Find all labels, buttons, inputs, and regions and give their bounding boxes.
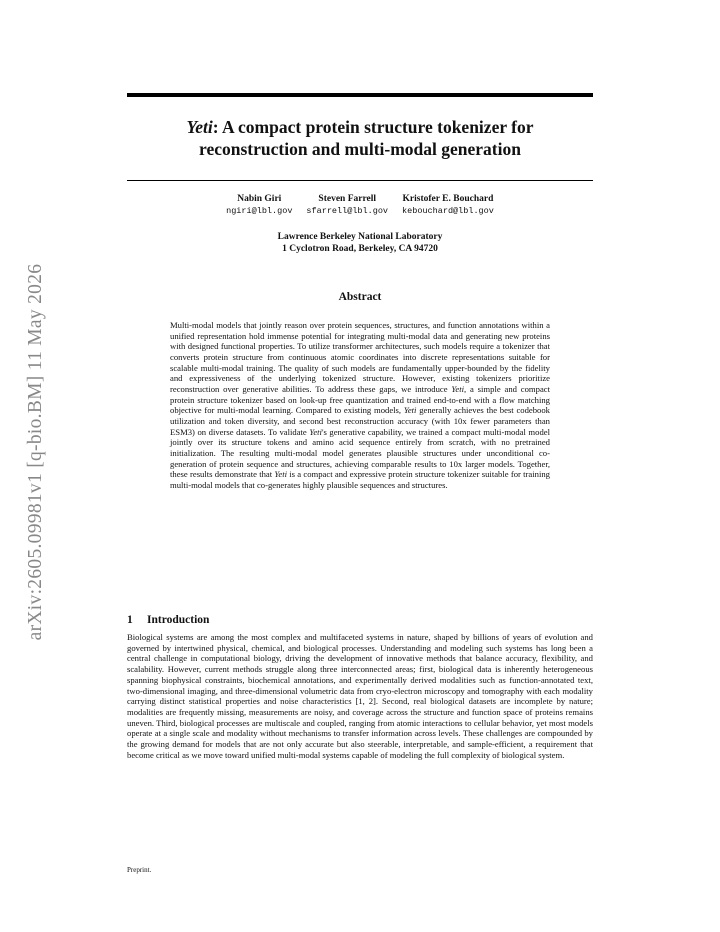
section-number: 1 <box>127 614 133 626</box>
abstract-text: , a simple and compact protein structure tokenizer based on look-up free quantization and trained end-to-end with a flow matching objective for multi-modal learning. Compared to existing models, <box>170 383 551 416</box>
abstract-heading: Abstract <box>338 291 382 303</box>
title-line-2: reconstruction and multi-modal generation <box>199 139 521 159</box>
title-top-rule <box>127 93 593 97</box>
author-list <box>127 193 593 217</box>
footer-note: Preprint. <box>127 866 152 874</box>
arxiv-identifier: arXiv:2605.09981v1 [q-bio.BM] 11 May 2026 <box>25 263 46 641</box>
abstract-paragraph <box>170 320 550 491</box>
abstract-emphasis: Yeti <box>403 405 417 416</box>
section-title: Introduction <box>147 614 210 626</box>
introduction-paragraph: Biological systems are among the most complex and multifaceted systems in nature, shaped by billions of years of evolution and governed by intertwined physical, chemical, and biological processes. Understanding and modeling such systems has long been a central challenge in computational biology, driving the development of innovative methods that balance accuracy, flexibility, and scalability. However, current methods struggle along three interconnected areas; first, biological data is inherently heterogeneous spanning biophysical constraints, biochemical annotations, and experimentally derived modalities such as function-annotated text, two-dimensional imaging, and three-dimensional volumetric data from cryo-electron microscopy and tomography with each modality carrying distinct statistical properties and noise characteristics [1, 2]. Second, real biological datasets are incomplete by nature; modalities are frequently missing, measurements are noisy, and coverage across the structure and function space of proteins remains uneven. Third, biological processes are multiscale and coupled, ranging from atomic interactions to cellular behavior, yet most models operate at a single scale and modality without mechanisms to transfer information across levels. These challenges are compounded by the growing demand for models that are not only accurate but also steerable, interpretable, and sample-efficient, a requirement that become critical as we move toward unified multi-modal systems capable of modeling the full complexity of biological system. <box>127 632 593 760</box>
author-name: Kristofer E. Bouchard <box>402 194 494 204</box>
section-body <box>127 632 593 760</box>
author-email: kebouchard@lbl.gov <box>402 206 494 216</box>
title-bottom-rule <box>127 180 593 181</box>
paper-title <box>127 116 593 160</box>
affiliation-line-1: Lawrence Berkeley National Laboratory <box>277 232 443 242</box>
author-block <box>402 193 494 217</box>
title-rest: : A compact protein structure tokenizer for <box>212 117 534 137</box>
title-emphasis: Yeti <box>186 117 213 137</box>
author-name: Nabin Giri <box>237 194 282 204</box>
author-email: sfarrell@lbl.gov <box>306 206 389 216</box>
abstract-emphasis: Yeti <box>309 426 322 437</box>
section-heading <box>127 614 209 626</box>
affiliation-line-2: 1 Cyclotron Road, Berkeley, CA 94720 <box>282 244 438 254</box>
abstract-text: generally achieves the best codebook utilization and token diversity, and second best reconstruction accuracy (with 10x fewer parameters than ESM3) on diverse datasets. To validate <box>170 405 550 437</box>
author-block <box>226 193 292 217</box>
title-line-1 <box>127 116 593 138</box>
abstract-text: Multi-modal models that jointly reason over protein sequences, structures, and function annotations within a unified representation hold immense potential for integrating multi-modal data and generating new proteins with designed functional properties. To utilize transformer architectures, such models require a tokenizer that converts protein structure from continuous atomic coordinates into discrete representations suitable for scalable multi-modal training. The quality of such models are fundamentally upper-bounded by the fidelity and expressiveness of the underlying tokenized structure. However, existing tokenizers prioritize reconstruction over generative abilities. To address these gaps, we introduce <box>170 320 550 394</box>
abstract-body <box>170 320 550 491</box>
author-name: Steven Farrell <box>318 194 377 204</box>
author-email: ngiri@lbl.gov <box>226 206 293 216</box>
abstract-emphasis: Yeti <box>274 469 288 480</box>
affiliation <box>127 231 593 255</box>
abstract-text: is a compact and expressive protein structure tokenizer suitable for training multi-modal models that co-generates highly plausible sequences and structures. <box>170 469 550 490</box>
abstract-emphasis: Yeti <box>451 383 465 394</box>
author-block <box>306 193 388 217</box>
abstract-text: 's generative capability, we trained a compact multi-modal model jointly over its structure tokens and amino acid sequence entirely from scratch, with no pretrained initialization. The resulting multi-modal model generates plausible structures under unconditional co-generation of protein sequence and structures, achieving comparable results to 10x larger models. Together, these results demonstrate that <box>170 426 550 480</box>
